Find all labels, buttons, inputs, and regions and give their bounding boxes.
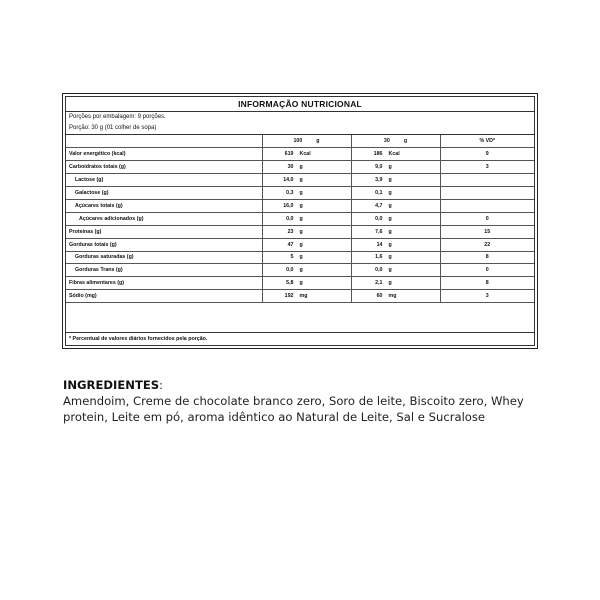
per-100g-value: 30 bbox=[287, 164, 294, 171]
per-30g-unit: mg bbox=[388, 293, 397, 300]
table-row bbox=[66, 264, 534, 277]
ingredients-section bbox=[63, 377, 543, 425]
per-100g-value: 619 bbox=[284, 151, 294, 158]
per-100g-unit: g bbox=[299, 215, 303, 222]
per-30g-value: 7,6 bbox=[375, 228, 383, 235]
per-100g-unit: g bbox=[299, 177, 303, 184]
daily-value-cell bbox=[440, 187, 534, 200]
per-30g-cell bbox=[351, 187, 440, 200]
nutrition-table bbox=[66, 135, 534, 303]
per-100g-unit: mg bbox=[299, 293, 308, 300]
daily-value-cell bbox=[440, 199, 534, 212]
table-row bbox=[66, 174, 534, 187]
per-100g-cell bbox=[262, 264, 351, 277]
per-30g-cell bbox=[351, 225, 440, 238]
table-row bbox=[66, 161, 534, 174]
per-30g-unit: g bbox=[388, 280, 392, 287]
table-row bbox=[66, 277, 534, 290]
per-30g-unit: g bbox=[388, 202, 392, 209]
per-30g-unit: g bbox=[388, 177, 392, 184]
per-100g-unit: g bbox=[299, 190, 303, 196]
header-vd-cell: % VD* bbox=[440, 135, 534, 148]
per-100g-unit: g bbox=[299, 280, 303, 287]
per-30g-unit: g bbox=[388, 267, 392, 274]
per-30g-unit: g bbox=[388, 164, 392, 171]
nutrient-label: Sódio (mg) bbox=[66, 290, 262, 303]
per-100g-cell bbox=[262, 277, 351, 290]
table-header-row bbox=[66, 135, 534, 148]
per-100g-value: 47 bbox=[287, 241, 294, 248]
header-30g-cell bbox=[351, 135, 440, 148]
nutrient-label: Fibras alimentares (g) bbox=[66, 277, 262, 290]
per-100g-cell bbox=[262, 225, 351, 238]
nutrient-label: Carboidratos totais (g) bbox=[66, 161, 262, 174]
nutrient-label: Açúcares adicionados (g) bbox=[66, 212, 262, 225]
serving-info bbox=[66, 112, 534, 135]
nutrition-facts-frame bbox=[65, 96, 535, 346]
table-row bbox=[66, 187, 534, 200]
per-30g-value: 0,0 bbox=[375, 215, 383, 222]
nutrient-label: Gorduras saturadas (g) bbox=[66, 251, 262, 264]
per-30g-value: 14 bbox=[376, 241, 383, 248]
per-100g-value: 0,0 bbox=[286, 267, 294, 274]
per-30g-unit: Kcal bbox=[388, 151, 400, 158]
per-100g-value: 0,0 bbox=[286, 215, 294, 222]
per-100g-unit: Kcal bbox=[299, 151, 311, 158]
per-30g-value: 1,6 bbox=[375, 254, 383, 261]
per-100g-value: 192 bbox=[284, 293, 294, 300]
per-100g-unit: g bbox=[299, 254, 303, 261]
per-100g-value: 5,8 bbox=[286, 280, 294, 287]
per-100g-cell bbox=[262, 148, 351, 161]
daily-value-cell: 0 bbox=[440, 212, 534, 225]
header-30g-unit: g bbox=[403, 138, 408, 145]
per-30g-cell bbox=[351, 174, 440, 187]
header-100g-unit: g bbox=[316, 138, 320, 145]
table-row bbox=[66, 199, 534, 212]
daily-value-cell: 0 bbox=[440, 264, 534, 277]
nutrient-label: Valor energético (kcal) bbox=[66, 148, 262, 161]
per-30g-value: 60 bbox=[376, 293, 383, 300]
per-100g-cell bbox=[262, 212, 351, 225]
per-100g-value: 0,3 bbox=[286, 190, 294, 196]
header-label-cell bbox=[66, 135, 262, 148]
portion-size: Porção: 30 g (01 colher de sopa) bbox=[69, 125, 157, 131]
daily-value-cell: 3 bbox=[440, 290, 534, 303]
per-30g-cell bbox=[351, 148, 440, 161]
per-30g-value: 9,0 bbox=[375, 164, 383, 171]
daily-value-cell: 22 bbox=[440, 238, 534, 251]
per-30g-value: 2,1 bbox=[375, 280, 383, 287]
per-100g-cell bbox=[262, 199, 351, 212]
per-30g-cell bbox=[351, 251, 440, 264]
per-30g-unit: g bbox=[388, 241, 392, 248]
daily-value-cell: 3 bbox=[440, 161, 534, 174]
per-30g-cell bbox=[351, 199, 440, 212]
per-30g-cell bbox=[351, 161, 440, 174]
per-30g-cell bbox=[351, 264, 440, 277]
ingredients-title: INGREDIENTES bbox=[63, 378, 160, 392]
header-100g-cell bbox=[262, 135, 351, 148]
per-100g-cell bbox=[262, 161, 351, 174]
nutrient-label: Proteínas (g) bbox=[66, 225, 262, 238]
header-100g-value: 100 bbox=[293, 138, 303, 145]
per-100g-cell bbox=[262, 174, 351, 187]
per-30g-unit: g bbox=[388, 228, 392, 235]
table-row bbox=[66, 290, 534, 303]
nutrient-label: Gorduras totais (g) bbox=[66, 238, 262, 251]
daily-value-cell: 9 bbox=[440, 148, 534, 161]
per-30g-value: 0,0 bbox=[375, 267, 383, 274]
ingredients-colon: : bbox=[159, 378, 164, 392]
table-row bbox=[66, 148, 534, 161]
per-100g-unit: g bbox=[299, 164, 303, 171]
daily-value-cell: 15 bbox=[440, 225, 534, 238]
per-30g-unit: g bbox=[388, 215, 392, 222]
per-100g-cell bbox=[262, 238, 351, 251]
daily-value-cell: 8 bbox=[440, 251, 534, 264]
table-row bbox=[66, 225, 534, 238]
nutrient-label: Galactose (g) bbox=[66, 187, 262, 200]
per-100g-unit: g bbox=[299, 228, 303, 235]
per-100g-value: 5 bbox=[290, 254, 294, 261]
nutrient-label: Açúcares totais (g) bbox=[66, 199, 262, 212]
per-30g-cell bbox=[351, 238, 440, 251]
per-30g-cell bbox=[351, 277, 440, 290]
daily-value-cell bbox=[440, 174, 534, 187]
per-100g-unit: g bbox=[299, 267, 303, 274]
per-100g-unit: g bbox=[299, 202, 303, 209]
per-30g-cell bbox=[351, 290, 440, 303]
per-30g-value: 3,9 bbox=[375, 177, 383, 184]
nutrition-facts-panel bbox=[62, 93, 538, 349]
nutrient-label: Gorduras Trans (g) bbox=[66, 264, 262, 277]
per-30g-unit: g bbox=[388, 254, 392, 261]
table-row bbox=[66, 212, 534, 225]
per-100g-value: 14,0 bbox=[283, 177, 294, 184]
per-30g-value: 186 bbox=[373, 151, 383, 158]
nutrition-table-title: INFORMAÇÃO NUTRICIONAL bbox=[66, 97, 534, 112]
per-100g-unit: g bbox=[299, 241, 303, 248]
header-30g-value: 30 bbox=[383, 138, 390, 145]
per-100g-value: 23 bbox=[287, 228, 294, 235]
table-row bbox=[66, 238, 534, 251]
per-100g-value: 16,0 bbox=[283, 202, 294, 209]
per-30g-value: 0,1 bbox=[375, 190, 383, 196]
daily-value-cell: 8 bbox=[440, 277, 534, 290]
servings-per-package: Porções por embalagem: 9 porções. bbox=[69, 114, 166, 120]
per-100g-cell bbox=[262, 187, 351, 200]
per-30g-cell bbox=[351, 212, 440, 225]
footnote: * Percentual de valores diários fornecidos pela porção. bbox=[66, 332, 534, 345]
nutrient-label: Lactose (g) bbox=[66, 174, 262, 187]
ingredients-text: Amendoim, Creme de chocolate branco zero, Soro de leite, Biscoito zero, Whey protein, Leite em pó, aroma idêntico ao Natural de Leite, Sal e Sucralose bbox=[63, 394, 524, 424]
per-100g-cell bbox=[262, 290, 351, 303]
per-100g-cell bbox=[262, 251, 351, 264]
per-30g-value: 4,7 bbox=[375, 202, 383, 209]
per-30g-unit: g bbox=[388, 190, 392, 196]
table-row bbox=[66, 251, 534, 264]
